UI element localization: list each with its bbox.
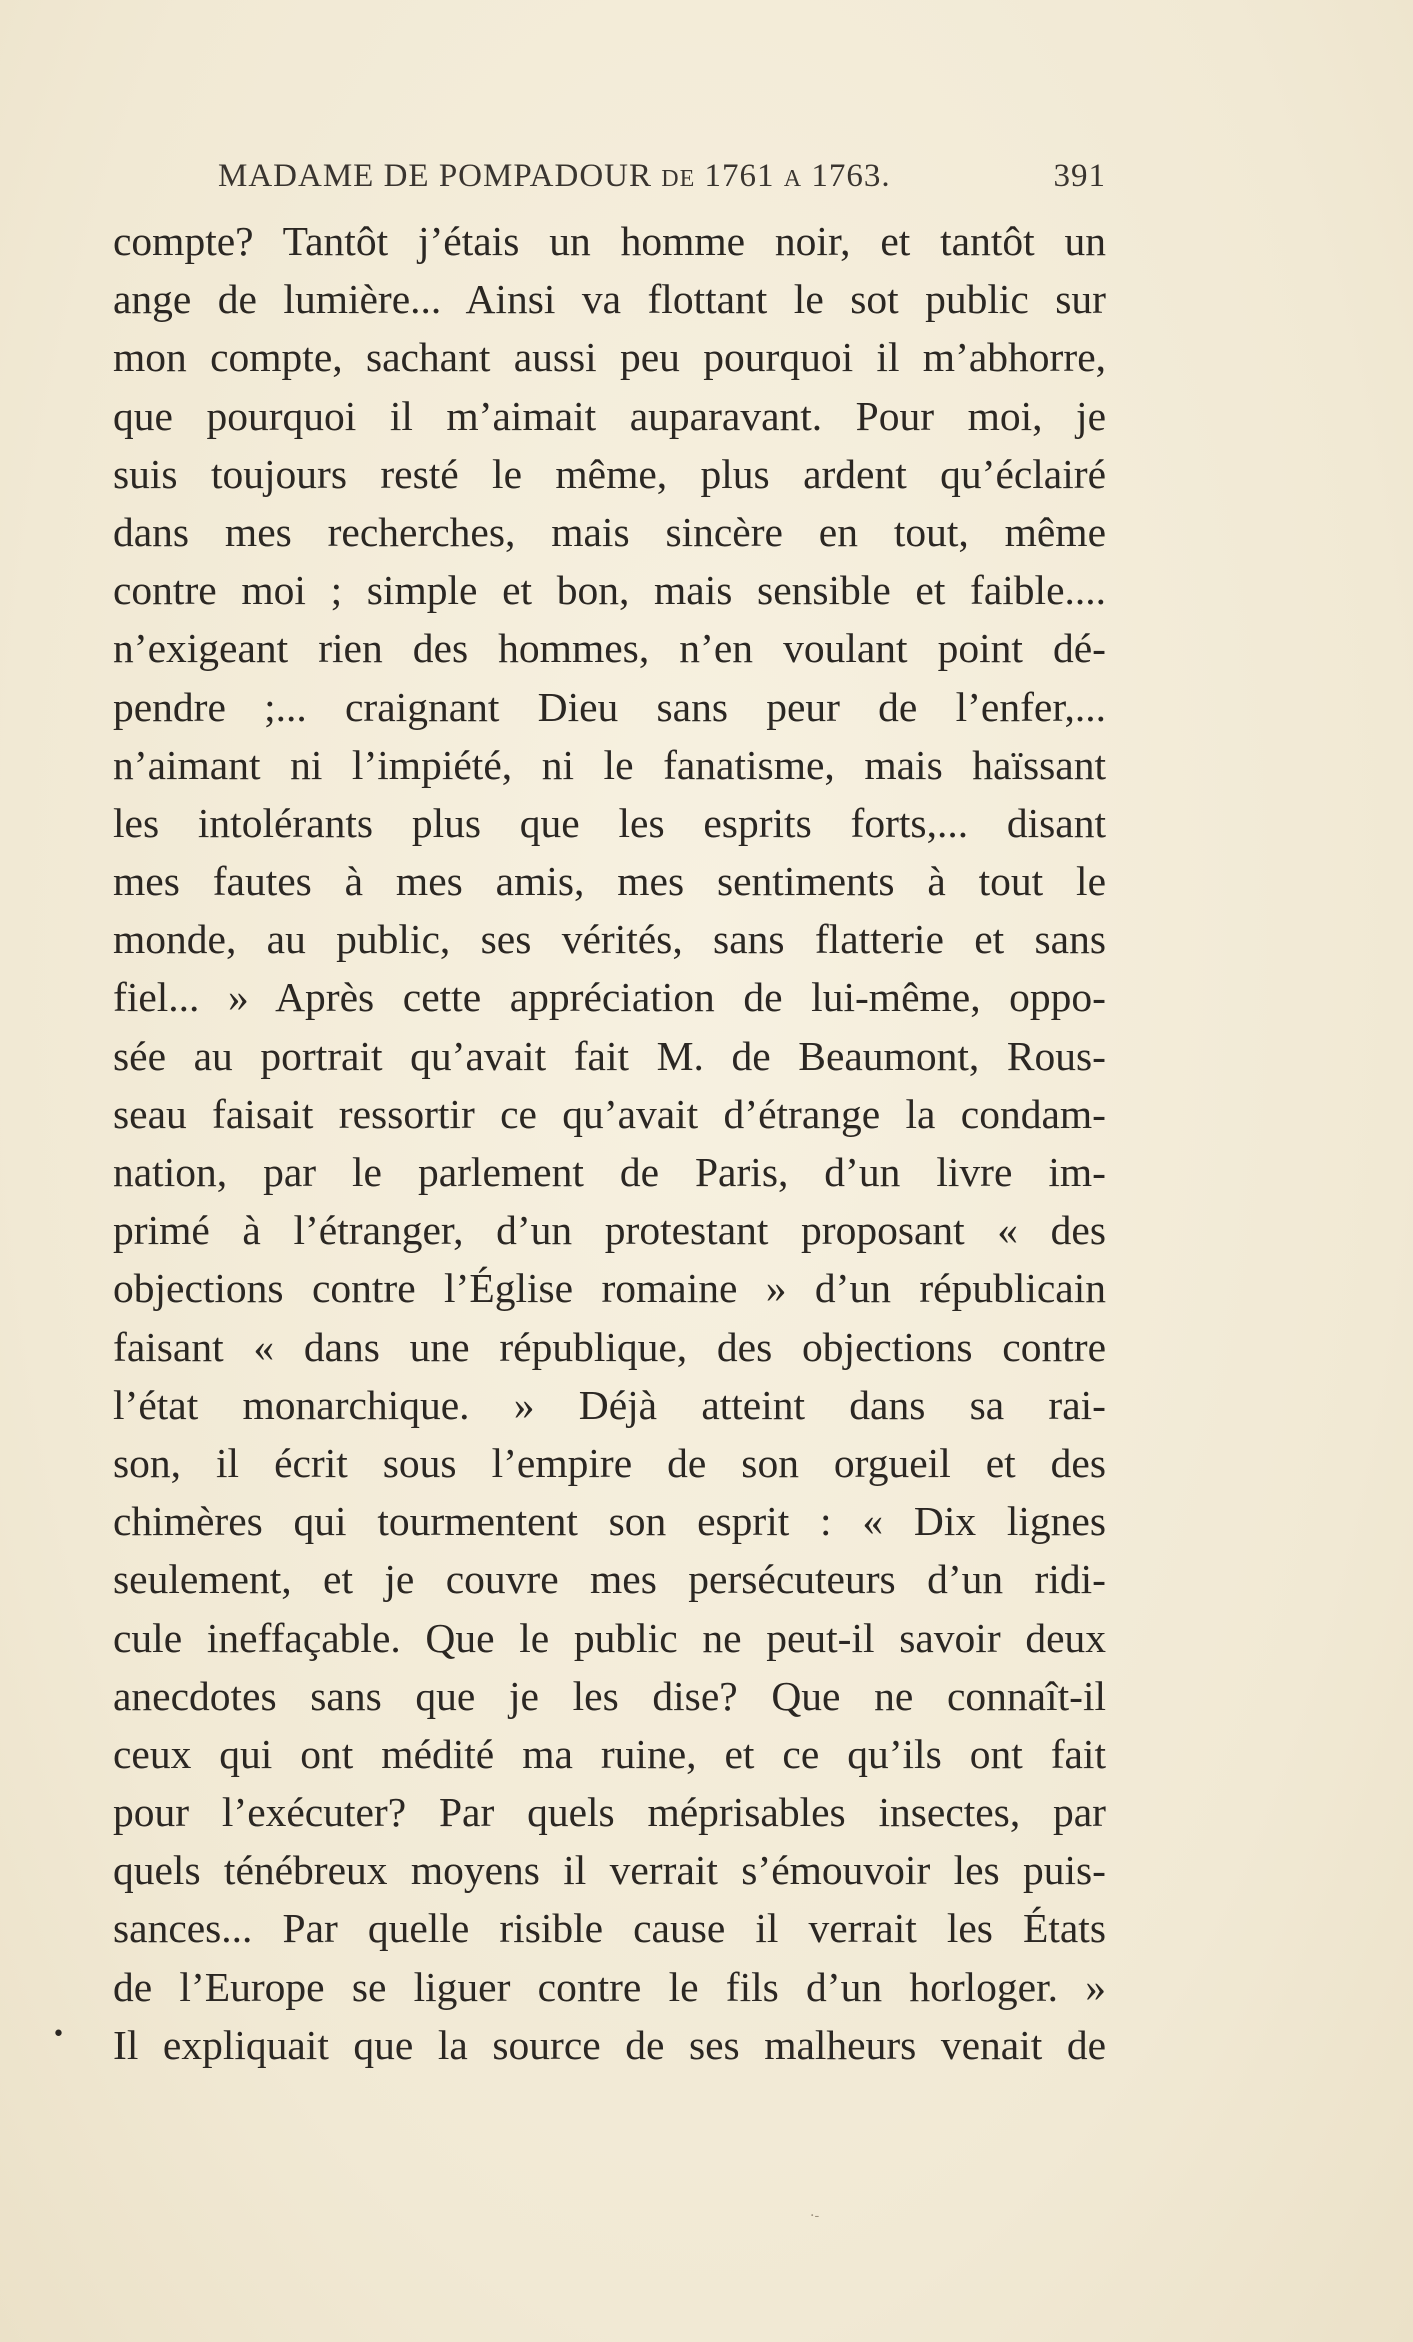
text-line: fiel... » Après cette appréciation de lui-même, oppo- bbox=[113, 974, 1106, 1021]
text-line: cule ineffaçable. Que le public ne peut-il savoir deux bbox=[113, 1614, 1106, 1661]
text-line: ange de lumière... Ainsi va flottant le sot public sur bbox=[113, 276, 1106, 323]
text-line: seau faisait ressortir ce qu’avait d’étrange la condam- bbox=[113, 1090, 1106, 1137]
running-title-a: A bbox=[783, 166, 803, 192]
running-title-year-start: 1761 bbox=[704, 158, 775, 194]
text-line: n’exigeant rien des hommes, n’en voulant point dé- bbox=[113, 625, 1106, 672]
text-line: ceux qui ont médité ma ruine, et ce qu’ils ont fait bbox=[113, 1730, 1106, 1777]
text-line: mon compte, sachant aussi peu pourquoi il m’abhorre, bbox=[113, 334, 1106, 381]
text-line: n’aimant ni l’impiété, ni le fanatisme, mais haïssant bbox=[113, 741, 1106, 788]
text-line: chimères qui tourmentent son esprit : « Dix lignes bbox=[113, 1498, 1106, 1545]
text-line: Il expliquait que la source de ses malheurs venait de bbox=[113, 2021, 1106, 2068]
text-line: nation, par le parlement de Paris, d’un livre im- bbox=[113, 1149, 1106, 1195]
text-line: quels ténébreux moyens il verrait s’émouvoir les puis- bbox=[113, 1847, 1106, 1894]
margin-mark: • bbox=[52, 2022, 65, 2047]
text-line: sances... Par quelle risible cause il verrait les États bbox=[113, 1905, 1106, 1952]
running-head bbox=[218, 158, 1106, 198]
text-line: pour l’exécuter? Par quels méprisables insectes, par bbox=[113, 1789, 1106, 1836]
text-line: contre moi ; simple et bon, mais sensible et faible.... bbox=[113, 567, 1106, 614]
text-line: dans mes recherches, mais sincère en tout, même bbox=[113, 508, 1106, 555]
text-line: anecdotes sans que je les dise? Que ne connaît-il bbox=[113, 1672, 1106, 1719]
text-line: l’état monarchique. » Déjà atteint dans sa rai- bbox=[113, 1381, 1106, 1428]
body-text bbox=[113, 212, 1106, 2074]
running-title-year-end: 1763. bbox=[811, 158, 891, 194]
text-line: compte? Tantôt j’étais un homme noir, et tantôt un bbox=[113, 218, 1106, 264]
text-line: que pourquoi il m’aimait auparavant. Pour moi, je bbox=[113, 392, 1106, 439]
text-line: sée au portrait qu’avait fait M. de Beaumont, Rous- bbox=[113, 1032, 1106, 1079]
running-title-de: DE bbox=[661, 166, 696, 192]
page-number: 391 bbox=[1053, 158, 1106, 194]
text-line: mes fautes à mes amis, mes sentiments à tout le bbox=[113, 858, 1106, 905]
text-line: suis toujours resté le même, plus ardent qu’éclairé bbox=[113, 450, 1106, 497]
text-line: objections contre l’Église romaine » d’un républicain bbox=[113, 1265, 1106, 1312]
text-line: monde, au public, ses vérités, sans flatterie et sans bbox=[113, 916, 1106, 963]
text-line: les intolérants plus que les esprits forts,... disant bbox=[113, 799, 1106, 846]
running-title-main: MADAME DE POMPADOUR bbox=[218, 158, 653, 194]
running-title bbox=[218, 158, 891, 195]
text-line: de l’Europe se liguer contre le fils d’un horloger. » bbox=[113, 1963, 1106, 2010]
text-line: primé à l’étranger, d’un protestant proposant « des bbox=[113, 1207, 1106, 1254]
print-speck: ·- bbox=[810, 2208, 820, 2224]
text-line: son, il écrit sous l’empire de son orgueil et des bbox=[113, 1439, 1106, 1486]
text-line: pendre ;... craignant Dieu sans peur de l’enfer,... bbox=[113, 683, 1106, 730]
text-line: faisant « dans une république, des objections contre bbox=[113, 1323, 1106, 1370]
text-line: seulement, et je couvre mes persécuteurs d’un ridi- bbox=[113, 1556, 1106, 1603]
